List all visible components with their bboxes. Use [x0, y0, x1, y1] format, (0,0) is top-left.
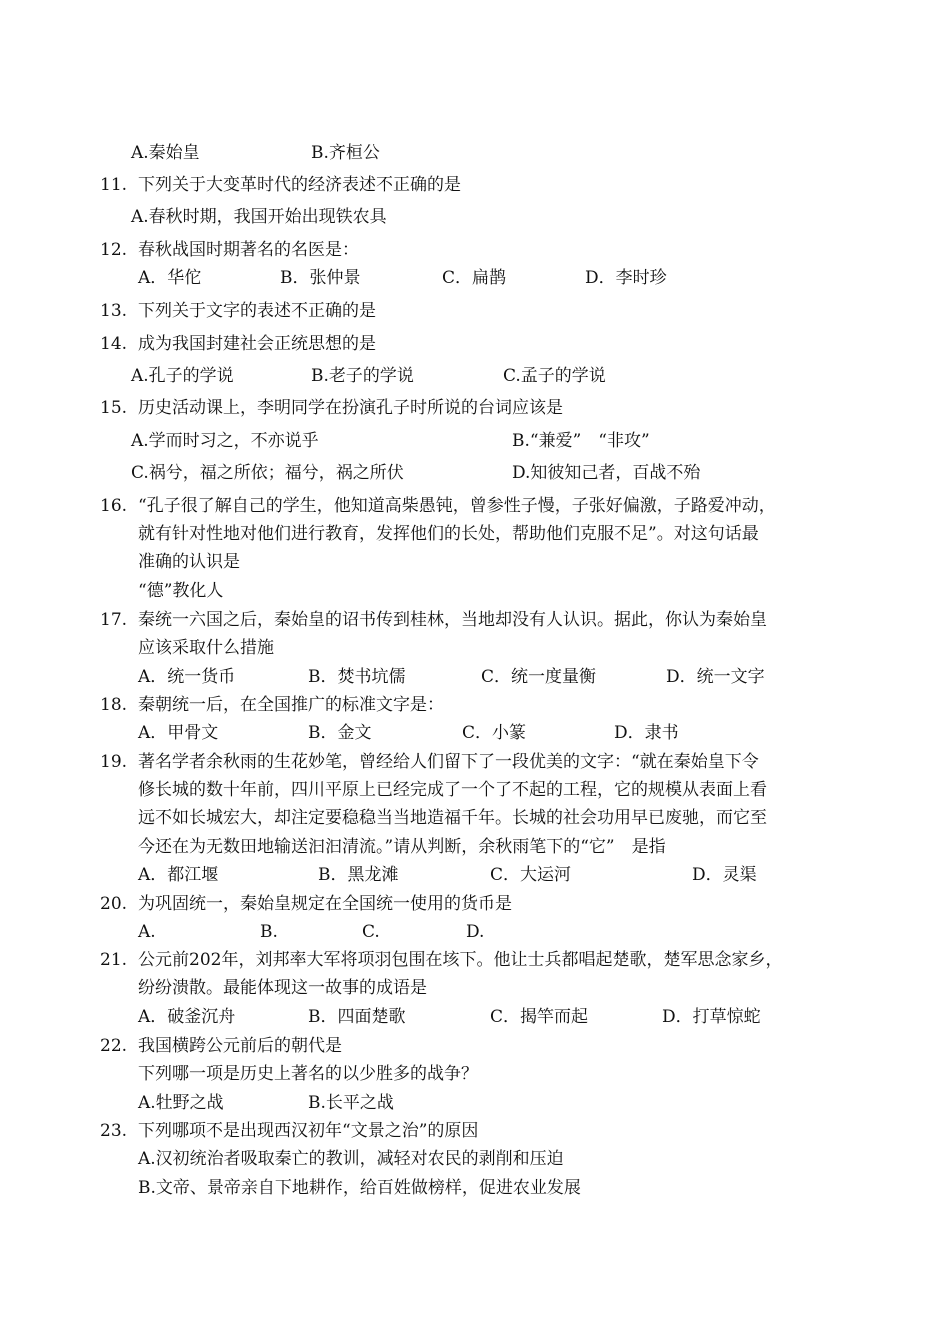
q19-line-2: 修长城的数十年前，四川平原上已经完成了一个了不起的工程，它的规模从表面上看 — [138, 780, 767, 800]
q21-option-a: A．破釜沉舟 — [138, 1007, 236, 1027]
q16-line-2: 就有针对性地对他们进行教育，发挥他们的长处，帮助他们克服不足”。对这句话最 — [138, 524, 759, 544]
q11-option-a: A.春秋时期，我国开始出现铁农具 — [131, 207, 387, 227]
q21-option-d: D．打草惊蛇 — [662, 1007, 761, 1027]
q23-number: 23. — [100, 1121, 128, 1141]
q12-option-d: D．李时珍 — [585, 268, 667, 288]
q14-number: 14. — [100, 334, 128, 354]
q17-option-c: C．统一度量衡 — [481, 667, 597, 687]
q14-text: 成为我国封建社会正统思想的是 — [138, 334, 376, 354]
q20-option-b: B. — [260, 922, 278, 942]
q15-option-d: D.知彼知己者，百战不殆 — [512, 463, 701, 483]
q17-line-2: 应该采取什么措施 — [138, 638, 274, 658]
q18-text: 秦朝统一后，在全国推广的标准文字是： — [138, 695, 444, 715]
q20-number: 20. — [100, 894, 128, 914]
q14-option-b: B.老子的学说 — [311, 366, 414, 386]
q22-number: 22. — [100, 1036, 128, 1056]
q12-number: 12. — [100, 240, 128, 260]
q21-option-c: C．揭竿而起 — [490, 1007, 589, 1027]
q20-option-d: D. — [466, 922, 485, 942]
q13-number: 13. — [100, 301, 128, 321]
q12-text: 春秋战国时期著名的名医是： — [138, 240, 359, 260]
q16-line-4: “德”教化人 — [138, 581, 224, 601]
q22-line-1: 我国横跨公元前后的朝代是 — [138, 1036, 342, 1056]
q22-option-b: B.长平之战 — [308, 1093, 394, 1113]
q18-option-d: D．隶书 — [614, 723, 679, 743]
q17-option-a: A．统一货币 — [138, 667, 236, 687]
q20-text: 为巩固统一，秦始皇规定在全国统一使用的货币是 — [138, 894, 512, 914]
q17-line-1: 秦统一六国之后，秦始皇的诏书传到桂林，当地却没有人认识。据此，你认为秦始皇 — [138, 610, 767, 630]
q20-option-a: A. — [138, 922, 156, 942]
q16-line-3: 准确的认识是 — [138, 552, 240, 572]
q19-option-c: C．大运河 — [490, 865, 572, 885]
q16-number: 16. — [100, 496, 128, 516]
q14-option-a: A.孔子的学说 — [131, 366, 234, 386]
q18-number: 18. — [100, 695, 128, 715]
q12-option-c: C．扁鹊 — [442, 268, 507, 288]
q23-option-a: A.汉初统治者吸取秦亡的教训，减轻对农民的剥削和压迫 — [138, 1149, 564, 1169]
q19-line-3: 远不如长城宏大，却注定要稳稳当当地造福千年。长城的社会功用早已废驰，而它至 — [138, 808, 767, 828]
q21-line-1: 公元前202年，刘邦率大军将项羽包围在垓下。他让士兵都唱起楚歌，楚军思念家乡， — [138, 950, 783, 970]
q21-line-2: 纷纷溃散。最能体现这一故事的成语是 — [138, 978, 427, 998]
q22-line-2: 下列哪一项是历史上著名的以少胜多的战争？ — [138, 1064, 478, 1084]
q12-option-b: B．张仲景 — [280, 268, 361, 288]
q19-option-d: D．灵渠 — [692, 865, 757, 885]
q15-option-b: B.“兼爱” “非攻” — [512, 431, 650, 451]
q19-option-a: A．都江堰 — [138, 865, 219, 885]
q21-option-b: B．四面楚歌 — [308, 1007, 406, 1027]
q23-text: 下列哪项不是出现西汉初年“文景之治”的原因 — [138, 1121, 479, 1141]
q19-number: 19. — [100, 752, 128, 772]
q17-option-d: D．统一文字 — [666, 667, 765, 687]
q15-text: 历史活动课上，李明同学在扮演孔子时所说的台词应该是 — [138, 398, 563, 418]
q23-option-b: B.文帝、景帝亲自下地耕作，给百姓做榜样，促进农业发展 — [138, 1178, 581, 1198]
q10-option-b: B.齐桓公 — [311, 143, 380, 163]
q11-text: 下列关于大变革时代的经济表述不正确的是 — [138, 175, 461, 195]
q10-option-a: A.秦始皇 — [131, 143, 200, 163]
q20-option-c: C. — [362, 922, 380, 942]
q14-option-c: C.孟子的学说 — [503, 366, 606, 386]
q19-option-b: B．黑龙滩 — [318, 865, 399, 885]
q17-number: 17. — [100, 610, 128, 630]
q19-line-1: 著名学者余秋雨的生花妙笔，曾经给人们留下了一段优美的文字：“就在秦始皇下令 — [138, 752, 759, 772]
q18-option-c: C．小篆 — [462, 723, 527, 743]
q12-option-a: A．华佗 — [138, 268, 202, 288]
q21-number: 21. — [100, 950, 128, 970]
q18-option-b: B．金文 — [308, 723, 372, 743]
q13-text: 下列关于文字的表述不正确的是 — [138, 301, 376, 321]
q22-option-a: A.牡野之战 — [138, 1093, 224, 1113]
q18-option-a: A．甲骨文 — [138, 723, 219, 743]
q15-option-a: A.学而时习之，不亦说乎 — [131, 431, 319, 451]
q15-number: 15. — [100, 398, 128, 418]
q19-line-4: 今还在为无数田地输送汩汩清流。”请从判断，余秋雨笔下的“它” 是指 — [138, 837, 666, 857]
q11-number: 11. — [100, 175, 128, 195]
q17-option-b: B．焚书坑儒 — [308, 667, 406, 687]
q16-line-1: “孔子很了解自己的学生，他知道高柴愚钝，曾参性子慢，子张好偏激，子路爱冲动， — [138, 496, 776, 516]
q15-option-c: C.祸兮，福之所依；福兮，祸之所伏 — [131, 463, 404, 483]
